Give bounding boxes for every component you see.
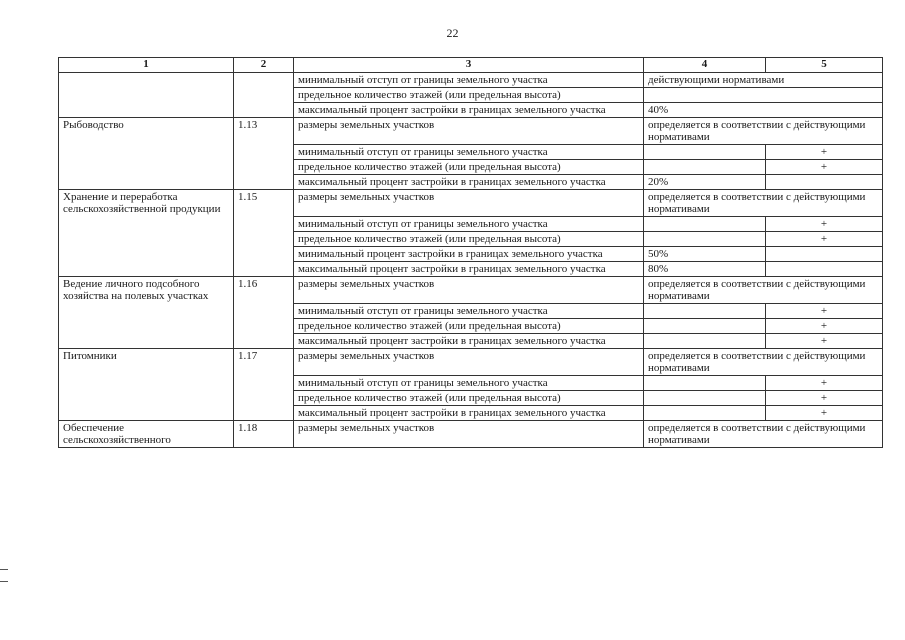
- use-type-code: 1.18: [234, 421, 294, 448]
- table-row: [59, 349, 883, 376]
- parameter-mark: +: [766, 319, 883, 334]
- parameter-label: размеры земельных участков: [294, 349, 644, 376]
- parameter-label: размеры земельных участков: [294, 421, 644, 448]
- table-row: [59, 277, 883, 304]
- use-type-name: Рыбоводство: [59, 118, 234, 190]
- parameter-label: предельное количество этажей (или предельная высота): [294, 160, 644, 175]
- parameter-label: максимальный процент застройки в границах земельного участка: [294, 175, 644, 190]
- use-type-code: 1.17: [234, 349, 294, 421]
- parameter-label: предельное количество этажей (или предельная высота): [294, 319, 644, 334]
- parameter-label: предельное количество этажей (или предельная высота): [294, 88, 644, 103]
- parameter-label: максимальный процент застройки в границах земельного участка: [294, 406, 644, 421]
- header-col-3: 3: [294, 58, 644, 73]
- parameter-mark: +: [766, 304, 883, 319]
- parameter-label: предельное количество этажей (или предельная высота): [294, 232, 644, 247]
- table-row: [59, 73, 883, 88]
- use-type-name: Питомники: [59, 349, 234, 421]
- parameter-value: 80%: [644, 262, 766, 277]
- parameter-value: 40%: [644, 103, 883, 118]
- parameter-label: максимальный процент застройки в границах земельного участка: [294, 103, 644, 118]
- parameter-mark: [766, 262, 883, 277]
- parameter-label: минимальный отступ от границы земельного участка: [294, 73, 644, 88]
- parameter-value: определяется в соответствии с действующими нормативами: [644, 421, 883, 448]
- parameter-value: определяется в соответствии с действующими нормативами: [644, 190, 883, 217]
- parameter-label: минимальный отступ от границы земельного участка: [294, 304, 644, 319]
- parameter-value: [644, 145, 766, 160]
- header-col-1: 1: [59, 58, 234, 73]
- table-row: [59, 190, 883, 217]
- parameter-value: определяется в соответствии с действующими нормативами: [644, 349, 883, 376]
- parameter-value: [644, 217, 766, 232]
- parameter-value: [644, 406, 766, 421]
- parameter-value: [644, 376, 766, 391]
- parameter-value: определяется в соответствии с действующими нормативами: [644, 277, 883, 304]
- parameter-value: [644, 88, 883, 103]
- use-type-name: Ведение личного подсобного хозяйства на полевых участках: [59, 277, 234, 349]
- parameter-mark: +: [766, 406, 883, 421]
- parameter-value: [644, 160, 766, 175]
- parameter-mark: +: [766, 145, 883, 160]
- edge-mark: [0, 569, 8, 570]
- parameter-value: [644, 304, 766, 319]
- edge-mark: [0, 581, 8, 582]
- use-type-name: Обеспечение сельскохозяйственного: [59, 421, 234, 448]
- parameter-value: [644, 232, 766, 247]
- table-row: [59, 118, 883, 145]
- header-col-4: 4: [644, 58, 766, 73]
- parameter-label: минимальный отступ от границы земельного участка: [294, 145, 644, 160]
- parameter-mark: [766, 247, 883, 262]
- use-type-code: 1.15: [234, 190, 294, 277]
- parameter-value: [644, 391, 766, 406]
- use-type-code: 1.16: [234, 277, 294, 349]
- parameter-label: размеры земельных участков: [294, 118, 644, 145]
- parameter-label: размеры земельных участков: [294, 277, 644, 304]
- parameter-value: 50%: [644, 247, 766, 262]
- parameter-mark: +: [766, 391, 883, 406]
- parameter-label: минимальный процент застройки в границах земельного участка: [294, 247, 644, 262]
- parameter-mark: +: [766, 334, 883, 349]
- use-type-name: [59, 73, 234, 118]
- parameter-mark: +: [766, 376, 883, 391]
- parameter-mark: +: [766, 232, 883, 247]
- parameter-label: минимальный отступ от границы земельного участка: [294, 376, 644, 391]
- page-number: 22: [446, 26, 459, 40]
- use-type-code: [234, 73, 294, 118]
- use-type-name: Хранение и переработка сельскохозяйственной продукции: [59, 190, 234, 277]
- parameter-value: 20%: [644, 175, 766, 190]
- parameter-mark: +: [766, 160, 883, 175]
- parameter-label: размеры земельных участков: [294, 190, 644, 217]
- parameter-value: [644, 334, 766, 349]
- header-col-5: 5: [766, 58, 883, 73]
- parameter-label: максимальный процент застройки в границах земельного участка: [294, 334, 644, 349]
- parameter-mark: +: [766, 217, 883, 232]
- use-type-code: 1.13: [234, 118, 294, 190]
- regulations-table: [58, 57, 883, 448]
- table-header-row: [59, 58, 883, 73]
- header-col-2: 2: [234, 58, 294, 73]
- parameter-value: [644, 319, 766, 334]
- parameter-label: минимальный отступ от границы земельного участка: [294, 217, 644, 232]
- parameter-label: максимальный процент застройки в границах земельного участка: [294, 262, 644, 277]
- parameter-value: определяется в соответствии с действующими нормативами: [644, 118, 883, 145]
- parameter-mark: [766, 175, 883, 190]
- parameter-label: предельное количество этажей (или предельная высота): [294, 391, 644, 406]
- parameter-value: действующими нормативами: [644, 73, 883, 88]
- table-body: [59, 73, 883, 448]
- table-row: [59, 421, 883, 448]
